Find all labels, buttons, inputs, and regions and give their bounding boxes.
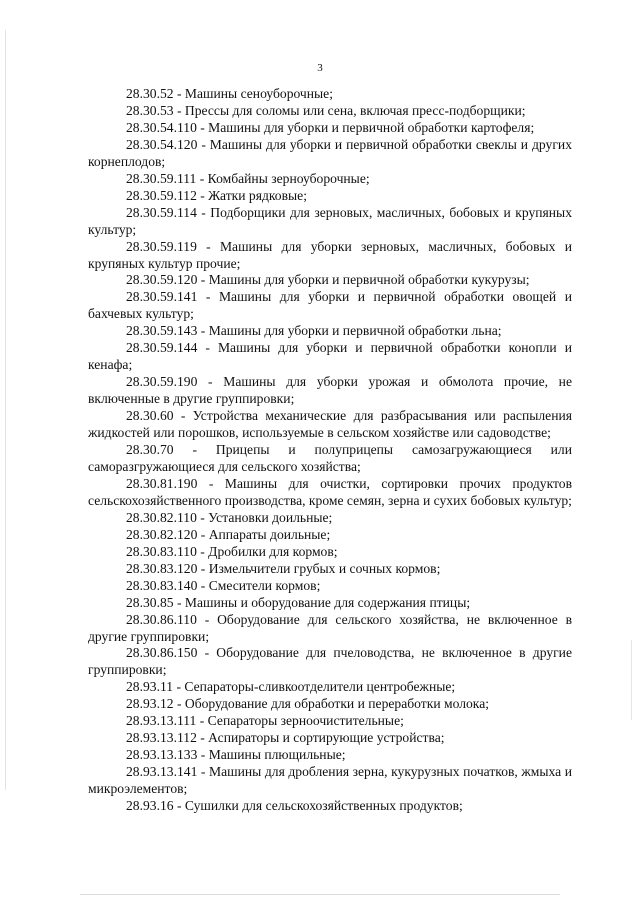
list-item: 28.93.16 - Сушилки для сельскохозяйственных продуктов;	[126, 798, 463, 814]
list-item: 28.30.83.140 - Смесители кормов;	[126, 577, 321, 593]
document-body	[88, 86, 572, 815]
scan-edge-right	[631, 640, 632, 720]
list-item: 28.30.54.110 - Машины для уборки и первичной обработки картофеля;	[126, 119, 535, 135]
list-item: 28.30.59.143 - Машины для уборки и первичной обработки льна;	[126, 323, 502, 339]
list-item: 28.30.82.120 - Аппараты доильные;	[126, 526, 331, 542]
list-item: 28.30.53 - Прессы для соломы или сена, включая пресс-подборщики;	[126, 102, 526, 118]
list-item: 28.30.86.110 - Оборудование для сельского хозяйства, не включенное в другие группировки;	[88, 611, 572, 644]
scan-edge-bottom	[80, 894, 560, 895]
list-item: 28.30.82.110 - Установки доильные;	[126, 509, 333, 525]
list-item: 28.30.59.114 - Подборщики для зерновых, масличных, бобовых и крупяных культур;	[88, 204, 572, 237]
page-number: 3	[317, 62, 323, 74]
list-item: 28.30.59.119 - Машины для уборки зерновых, масличных, бобовых и крупяных культур прочие;	[88, 238, 572, 271]
list-item: 28.30.60 - Устройства механические для разбрасывания или распыления жидкостей или порошков, используемые в сельском хозяйстве или садоводстве;	[88, 408, 572, 441]
list-item: 28.93.13.141 - Машины для дробления зерна, кукурузных початков, жмыха и микроэлементов;	[88, 764, 572, 797]
list-item: 28.93.13.133 - Машины плющильные;	[126, 747, 346, 763]
list-item: 28.93.11 - Сепараторы-сливкоотделители центробежные;	[126, 679, 456, 695]
list-item: 28.30.81.190 - Машины для очистки, сортировки прочих продуктов сельскохозяйственного производства, кроме семян, зерна и сухих бобовых культур;	[88, 475, 572, 508]
list-item: 28.93.13.112 - Аспираторы и сортирующие устройства;	[126, 730, 445, 746]
list-item: 28.30.83.120 - Измельчители грубых и сочных кормов;	[126, 560, 441, 576]
list-item: 28.30.59.111 - Комбайны зерноуборочные;	[126, 170, 370, 186]
list-item: 28.30.59.190 - Машины для уборки урожая и обмолота прочие, не включенные в другие группировки;	[88, 374, 572, 407]
list-item: 28.93.13.111 - Сепараторы зерноочистительные;	[126, 713, 404, 729]
list-item: 28.30.59.141 - Машины для уборки и первичной обработки овощей и бахчевых культур;	[88, 289, 572, 322]
list-item: 28.30.59.120 - Машины для уборки и первичной обработки кукурузы;	[126, 272, 530, 288]
list-item: 28.30.83.110 - Дробилки для кормов;	[126, 543, 338, 559]
scan-edge-left	[5, 30, 6, 790]
list-item: 28.30.70 - Прицепы и полуприцепы самозагружающиеся или саморазгружающиеся для сельского хозяйства;	[88, 442, 572, 474]
list-item: 28.30.59.112 - Жатки рядковые;	[126, 187, 307, 203]
list-item: 28.30.85 - Машины и оборудование для содержания птицы;	[126, 594, 471, 610]
list-item: 28.93.12 - Оборудование для обработки и переработки молока;	[126, 696, 490, 712]
list-item: 28.30.52 - Машины сеноуборочные;	[126, 86, 333, 101]
list-item: 28.30.54.120 - Машины для уборки и первичной обработки свеклы и других корнеплодов;	[88, 136, 572, 169]
list-item: 28.30.59.144 - Машины для уборки и первичной обработки конопли и кенафа;	[88, 340, 572, 373]
list-item: 28.30.86.150 - Оборудование для пчеловодства, не включенное в другие группировки;	[88, 645, 572, 678]
